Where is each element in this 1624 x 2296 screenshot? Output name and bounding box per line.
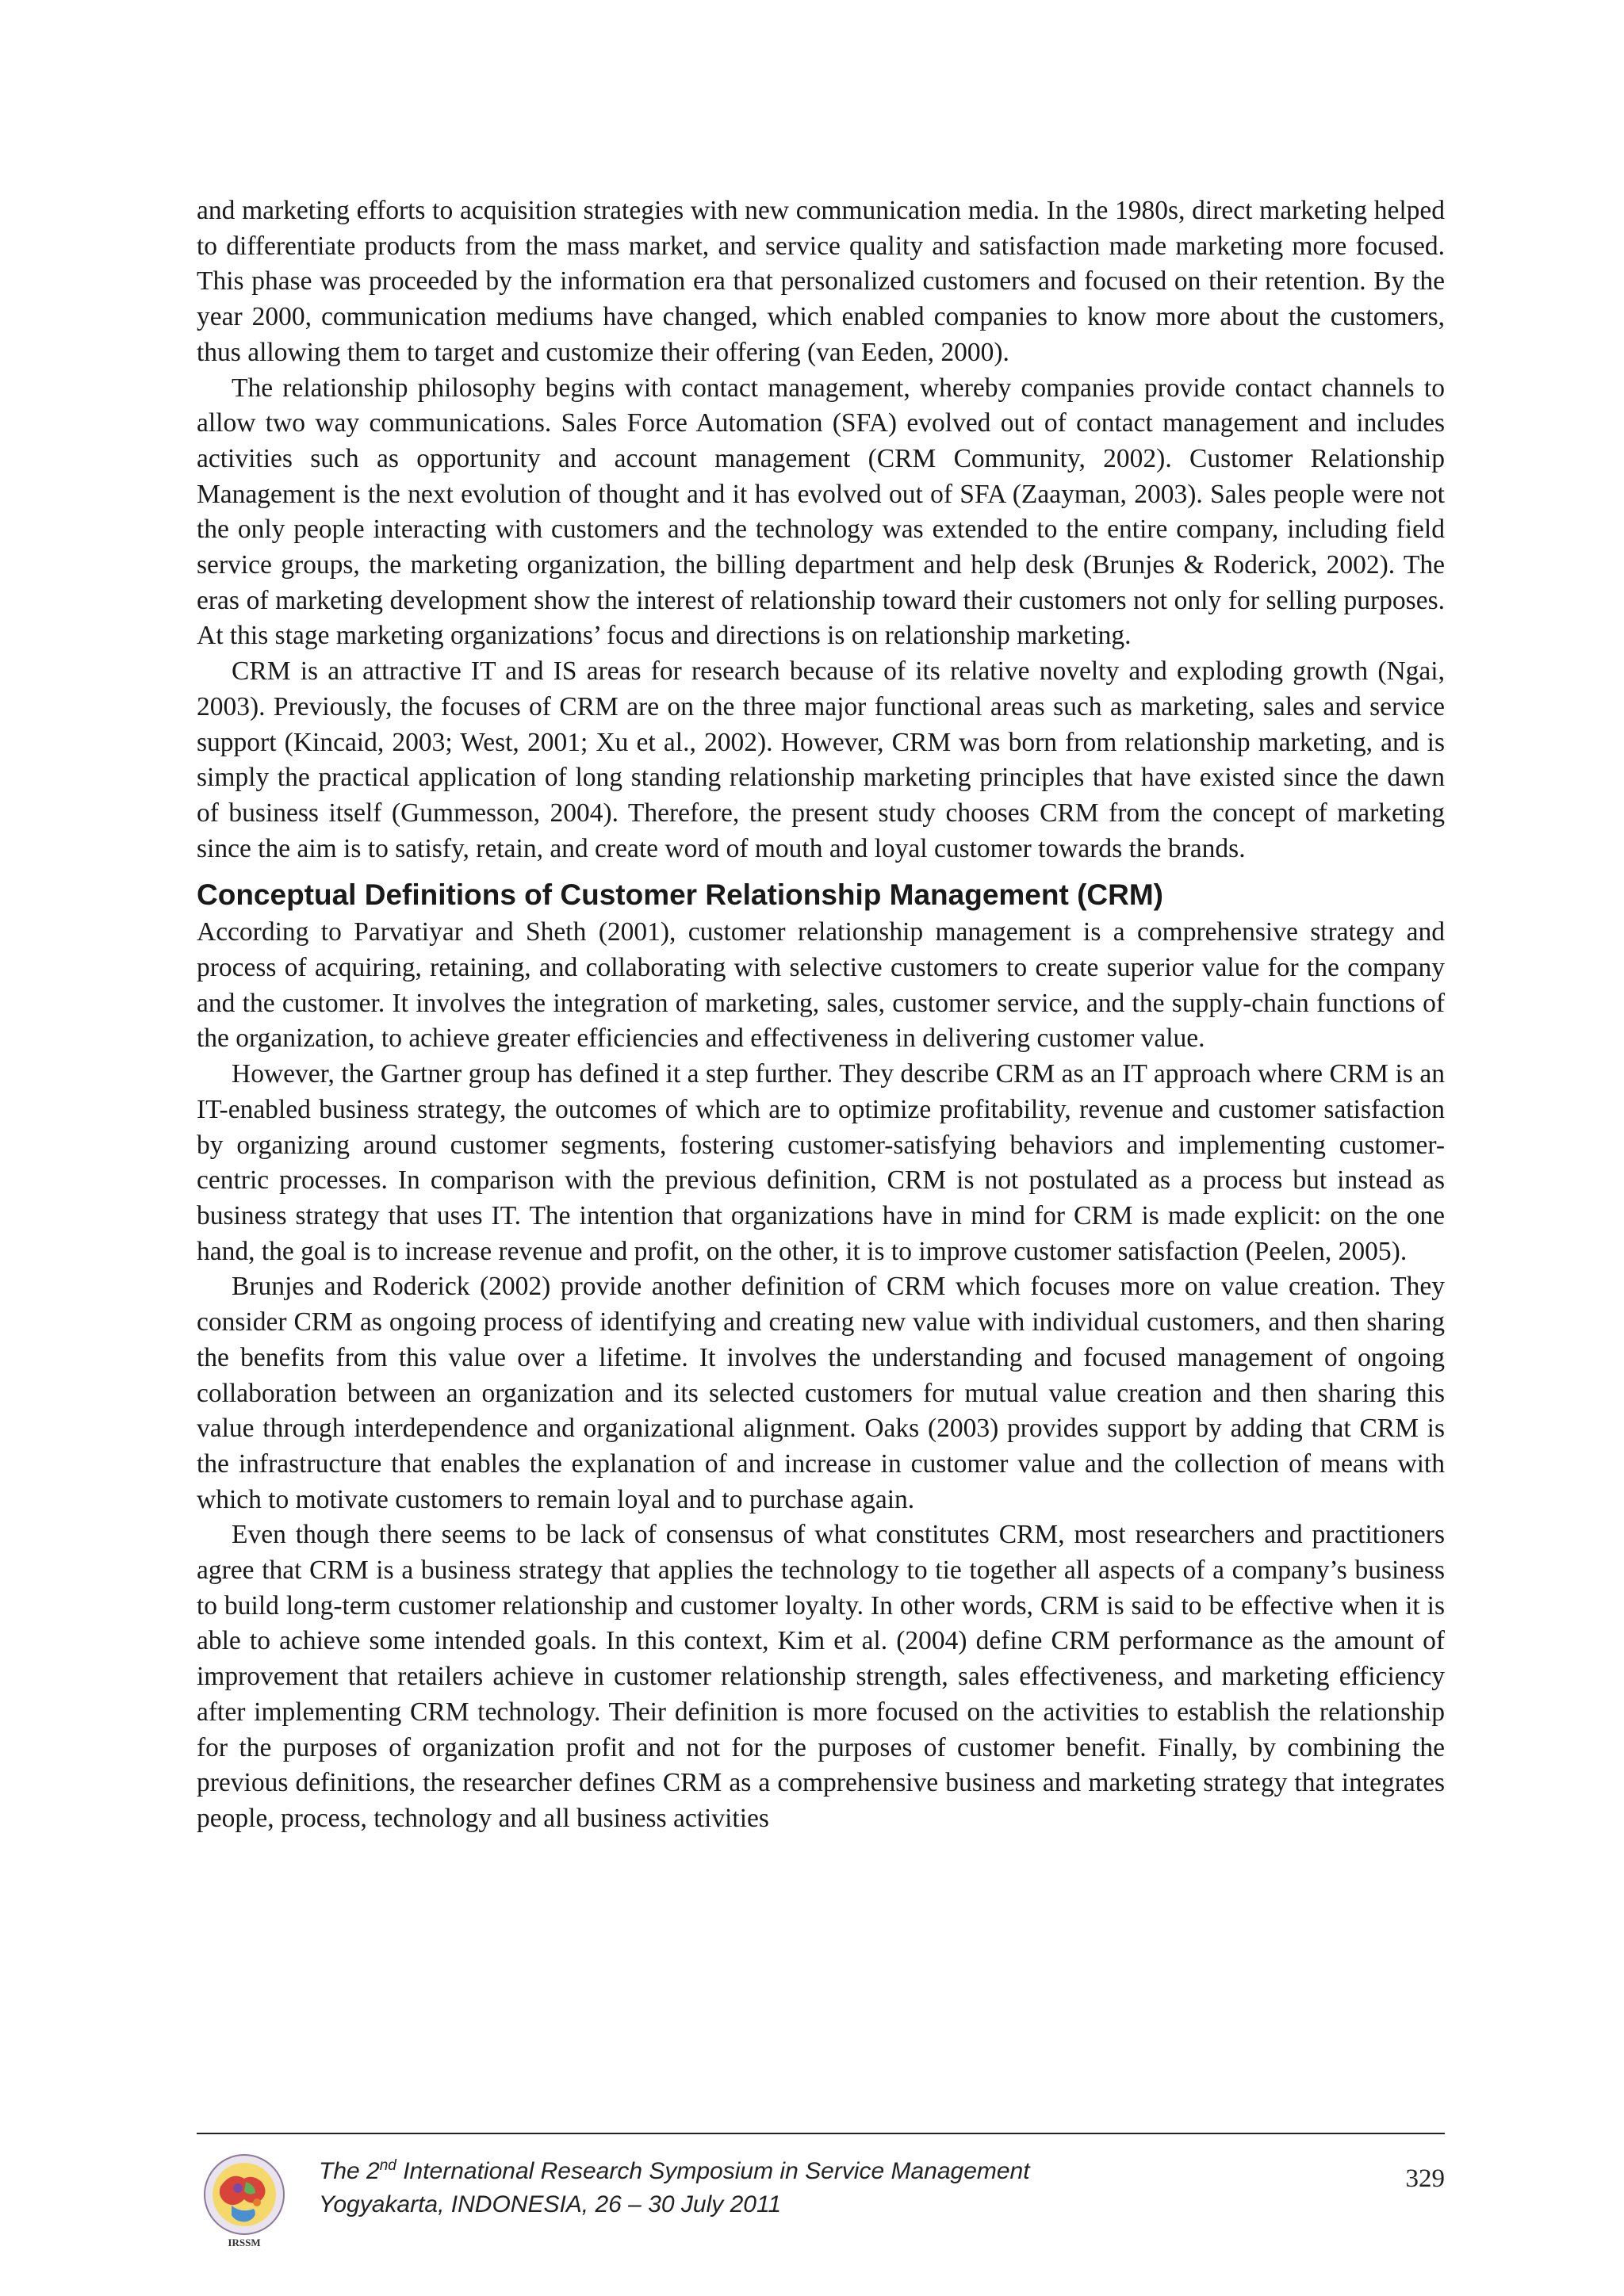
paragraph-5: However, the Gartner group has defined it a step further. They describe CRM as an IT approach where CRM is an IT-enabled business strategy, the outcomes of which are to optimize profitability, revenue and customer satisfaction by organizing around customer segments, fostering customer-satisfying behaviors and implementing customer-centric processes. In comparison with the previous definition, CRM is not postulated as a process but instead as business strategy that uses IT. The intention that organizations have in mind for CRM is made explicit: on the one hand, the goal is to increase revenue and profit, on the other, it is to improve customer satisfaction (Peelen, 2005). [197,1059,1445,1266]
footer-line-1-post: International Research Symposium in Service Management [396,2158,1030,2184]
paragraph-6: Brunjes and Roderick (2002) provide another definition of CRM which focuses more on value creation. They consider CRM as ongoing process of identifying and creating new value with individual customers, and then sharing the benefits from this value over a lifetime. It involves the understanding and focused management of ongoing collaboration between an organization and its selected customers for mutual value creation and then sharing this value through interdependence and organizational alignment. Oaks (2003) provides support by adding that CRM is the infrastructure that enables the explanation of and increase in customer value and the collection of means with which to motivate customers to remain loyal and to purchase again. [197,1272,1445,1514]
paragraph-7: Even though there seems to be lack of consensus of what constitutes CRM, most researchers and practitioners agree that CRM is a business strategy that applies the technology to tie together all aspects of a company’s business to build long-term customer relationship and customer loyalty. In other words, CRM is said to be effective when it is able to achieve some intended goals. In this context, Kim et al. (2004) define CRM performance as the amount of improvement that retailers achieve in customer relationship strength, sales effectiveness, and marketing efficiency after implementing CRM technology. Their definition is more focused on the activities to establish the relationship for the purposes of organization profit and not for the purposes of customer benefit. Finally, by combining the previous definitions, the researcher defines CRM as a comprehensive business and marketing strategy that integrates people, process, technology and all business activities [197,1520,1445,1833]
paragraph-3: CRM is an attractive IT and IS areas for research because of its relative novelty and exploding growth (Ngai, 2003). Previously, the focuses of CRM are on the three major functional areas such as marketing, sales and service support (Kincaid, 2003; West, 2001; Xu et al., 2002). However, CRM was born from relationship marketing, and is simply the practical application of long standing relationship marketing principles that have existed since the dawn of business itself (Gummesson, 2004). Therefore, the present study chooses CRM from the concept of marketing since the aim is to satisfy, retain, and create word of mouth and loyal customer towards the brands. [197,656,1445,863]
logo-text: IRSSM [228,2237,261,2248]
page-number: 329 [1405,2164,1445,2193]
section-heading: Conceptual Definitions of Customer Relationship Management (CRM) [197,878,1163,912]
paragraph-1: and marketing efforts to acquisition strategies with new communication media. In the 1980s, direct marketing helped to differentiate products from the mass market, and service quality and satisfaction made marketing more focused. This phase was proceeded by the information era that personalized customers and focused on their retention. By the year 2000, communication mediums have changed, which enabled companies to know more about the customers, thus allowing them to target and customize their offering (van Eeden, 2000). [197,196,1445,367]
symposium-logo [197,2150,292,2253]
footer-divider [197,2133,1445,2134]
footer-line-1-pre: The 2 [319,2158,380,2184]
paragraph-4: According to Parvatiyar and Sheth (2001), customer relationship management is a comprehensive strategy and process of acquiring, retaining, and collaborating with selective customers to create superior value for the company and the customer. It involves the integration of marketing, sales, customer service, and the supply-chain functions of the organization, to achieve greater efficiencies and effectiveness in delivering customer value. [197,917,1445,1054]
footer-line-2: Yogyakarta, INDONESIA, 26 – 30 July 2011 [319,2191,782,2218]
paragraph-2: The relationship philosophy begins with contact management, whereby companies provide contact channels to allow two way communications. Sales Force Automation (SFA) evolved out of contact management and includes activities such as opportunity and account management (CRM Community, 2002). Customer Relationship Management is the next evolution of thought and it has evolved out of SFA (Zaayman, 2003). Sales people were not the only people interacting with customers and the technology was extended to the entire company, including field service groups, the marketing organization, the billing department and help desk (Brunjes & Roderick, 2002). The eras of marketing development show the interest of relationship toward their customers not only for selling purposes. At this stage marketing organizations’ focus and directions is on relationship marketing. [197,373,1445,651]
footer-line-1 [319,2155,1030,2188]
footer-citation [319,2155,1030,2221]
footer-superscript: nd [379,2157,396,2174]
globe-logo-icon [197,2150,292,2253]
page-body [197,193,1445,1837]
